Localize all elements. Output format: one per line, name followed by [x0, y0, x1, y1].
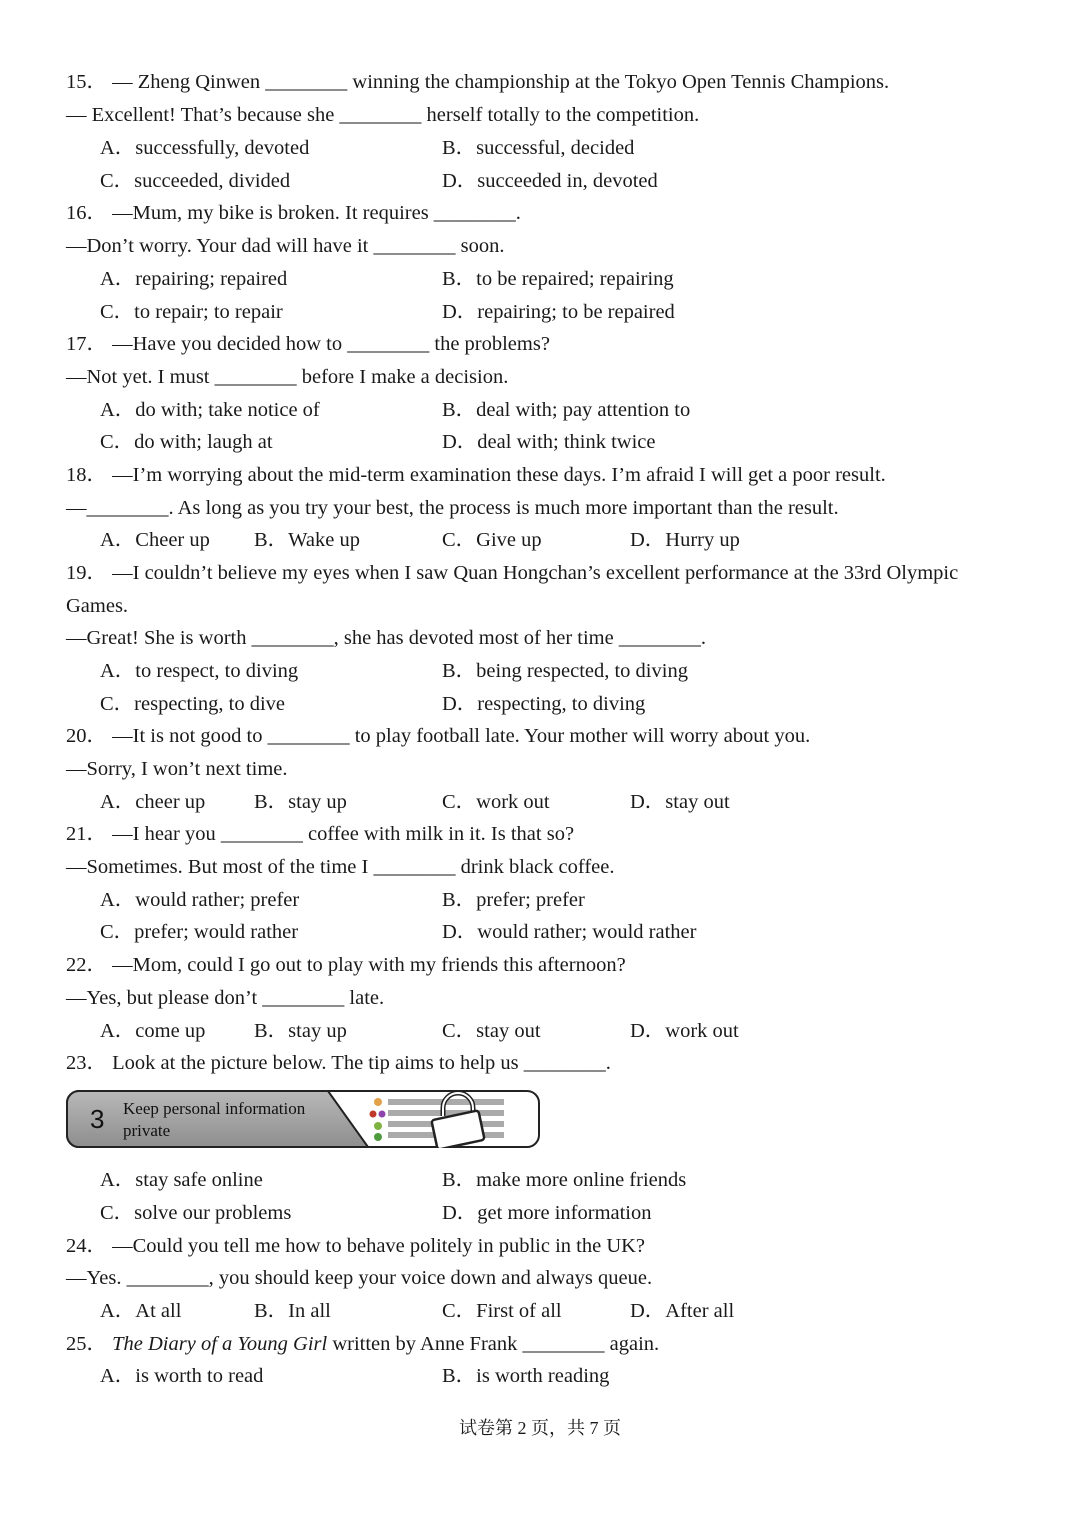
option-21-d: D．would rather; would rather [442, 921, 697, 943]
option-20-b: B．stay up [254, 791, 347, 813]
question-19-line-1: 19． —I couldn’t believe my eyes when I saw Quan Hongchan’s excellent performance at the 33rd Olympic [66, 562, 959, 584]
option-21-c: C．prefer; would rather [100, 921, 299, 943]
option-19-c: C．respecting, to dive [100, 693, 286, 715]
option-16-a: A．repairing; repaired [100, 268, 288, 290]
option-17-d: D．deal with; think twice [442, 431, 656, 453]
question-15-line-1: 15． — Zheng Qinwen ________ winning the championship at the Tokyo Open Tennis Champions. [66, 71, 890, 93]
option-25-a: A．is worth to read [100, 1365, 264, 1387]
option-23-c: C．solve our problems [100, 1202, 292, 1224]
option-16-c: C．to repair; to repair [100, 301, 283, 323]
question-20-line-1: 20． —It is not good to ________ to play football late. Your mother will worry about you. [66, 725, 811, 747]
option-22-a: A．come up [100, 1020, 206, 1042]
option-15-d: D．succeeded in, devoted [442, 170, 658, 192]
question-21-line-1: 21． —I hear you ________ coffee with milk in it. Is that so? [66, 823, 575, 845]
option-24-c: C．First of all [442, 1300, 562, 1322]
option-20-a: A．cheer up [100, 791, 206, 813]
question-17-line-2: —Not yet. I must ________ before I make a decision. [66, 366, 509, 388]
option-20-d: D．stay out [630, 791, 730, 813]
option-18-b: B．Wake up [254, 529, 360, 551]
question-17-line-1: 17． —Have you decided how to ________ the problems? [66, 333, 550, 355]
option-18-c: C．Give up [442, 529, 542, 551]
question-19-line-3: —Great! She is worth ________, she has devoted most of her time ________. [66, 627, 706, 649]
page-footer: 试卷第 2 页，共 7 页 [459, 1418, 621, 1438]
option-17-b: B．deal with; pay attention to [442, 399, 691, 421]
question-21-line-2: —Sometimes. But most of the time I ________ drink black coffee. [66, 856, 615, 878]
question-16-line-2: —Don’t worry. Your dad will have it ________ soon. [66, 235, 505, 257]
option-15-c: C．succeeded, divided [100, 170, 291, 192]
option-24-d: D．After all [630, 1300, 735, 1322]
option-23-d: D．get more information [442, 1202, 652, 1224]
tip-text: Keep personal information private [123, 1099, 306, 1140]
question-15-line-2: — Excellent! That’s because she ________ herself totally to the competition. [66, 104, 700, 126]
option-20-c: C．work out [442, 791, 550, 813]
question-22-line-2: —Yes, but please don’t ________ late. [66, 987, 385, 1009]
question-20-line-2: —Sorry, I won’t next time. [66, 758, 288, 780]
option-16-b: B．to be repaired; repairing [442, 268, 674, 290]
tip-number: 3 [90, 1104, 105, 1134]
tip-image [66, 1090, 540, 1148]
option-23-b: B．make more online friends [442, 1169, 687, 1191]
option-23-a: A．stay safe online [100, 1169, 263, 1191]
question-18-line-1: 18． —I’m worrying about the mid-term examination these days. I’m afraid I will get a poor result. [66, 464, 886, 486]
option-19-d: D．respecting, to diving [442, 693, 646, 715]
question-24-line-2: —Yes. ________, you should keep your voice down and always queue. [66, 1267, 653, 1289]
question-16-line-1: 16． —Mum, my bike is broken. It requires ________. [66, 202, 521, 224]
option-18-a: A．Cheer up [100, 529, 210, 551]
book-title: The Diary of a Young Girl [112, 1333, 328, 1355]
option-22-b: B．stay up [254, 1020, 347, 1042]
option-22-c: C．stay out [442, 1020, 541, 1042]
question-22-line-1: 22． —Mom, could I go out to play with my friends this afternoon? [66, 954, 626, 976]
question-24-line-1: 24． —Could you tell me how to behave politely in public in the UK? [66, 1235, 646, 1257]
question-25-line-1: 25． The Diary of a Young Girl written by Anne Frank ________ again. [66, 1333, 660, 1355]
option-25-b: B．is worth reading [442, 1365, 610, 1387]
option-15-b: B．successful, decided [442, 137, 635, 159]
question-23-line-1: 23． Look at the picture below. The tip aims to help us ________. [66, 1052, 611, 1074]
option-22-d: D．work out [630, 1020, 739, 1042]
option-17-c: C．do with; laugh at [100, 431, 273, 453]
option-19-a: A．to respect, to diving [100, 660, 299, 682]
question-18-line-2: —________. As long as you try your best, the process is much more important than the result. [66, 497, 839, 519]
option-15-a: A．successfully, devoted [100, 137, 310, 159]
option-21-a: A．would rather; prefer [100, 889, 300, 911]
option-18-d: D．Hurry up [630, 529, 740, 551]
question-19-line-2: Games. [66, 595, 129, 617]
option-21-b: B．prefer; prefer [442, 889, 585, 911]
option-19-b: B．being respected, to diving [442, 660, 688, 682]
option-17-a: A．do with; take notice of [100, 399, 320, 421]
option-24-a: A．At all [100, 1300, 182, 1322]
option-16-d: D．repairing; to be repaired [442, 301, 675, 323]
option-24-b: B．In all [254, 1300, 331, 1322]
